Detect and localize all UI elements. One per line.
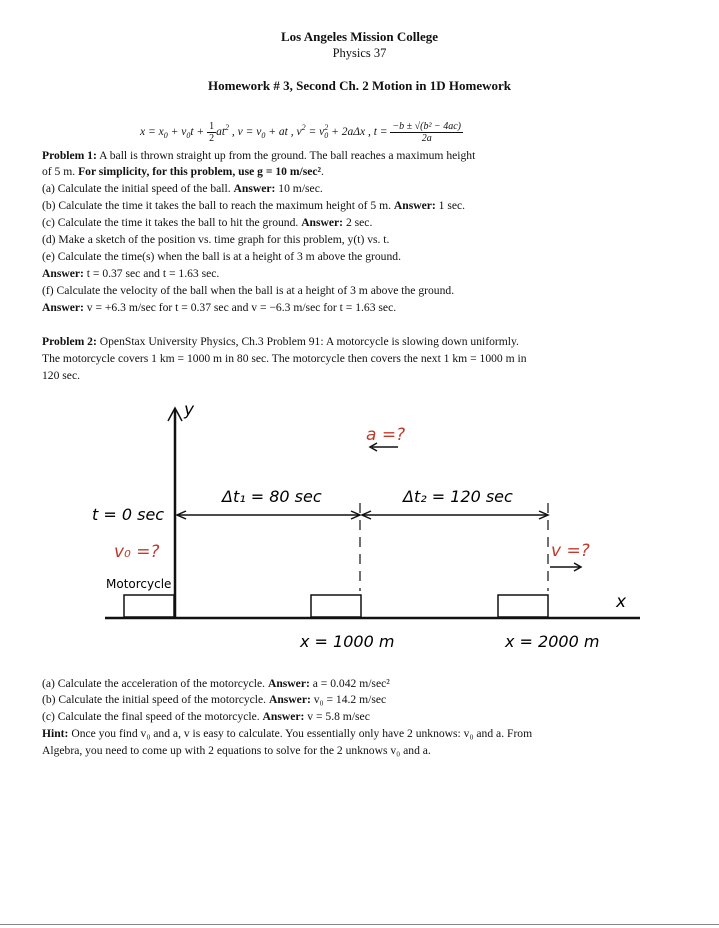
acceleration-label: a =? xyxy=(366,425,406,445)
v-final-label: v =? xyxy=(551,541,590,561)
homework-title: Homework # 3, Second Ch. 2 Motion in 1D Homework xyxy=(208,78,511,93)
problem2-part-a: (a) Calculate the acceleration of the motorcycle. Answer: a = 0.042 m/sec² xyxy=(42,677,390,690)
problem1-part-e-answer: Answer: t = 0.37 sec and t = 1.63 sec. xyxy=(42,267,220,280)
bottom-rule xyxy=(0,924,719,925)
motorcycle-box-start xyxy=(124,595,174,617)
delta-t2-label: Δt₂ = 120 sec xyxy=(403,487,513,506)
t0-label: t = 0 sec xyxy=(92,505,165,524)
problem2-hint-line2: Algebra, you need to come up with 2 equations to solve for the 2 unknows v₀ and a. xyxy=(42,744,431,757)
problem2-part-b: (b) Calculate the initial speed of the motorcycle. Answer: v₀ = 14.2 m/sec xyxy=(42,693,387,706)
problem2-hint: Hint: Once you find v₀ and a, v is easy to calculate. You essentially only have 2 unknows: v₀ and a. From xyxy=(42,727,533,740)
y-axis-label: y xyxy=(184,400,195,420)
x1000-label: x = 1000 m xyxy=(300,632,395,651)
delta-t1-label: Δt₁ = 80 sec xyxy=(222,487,322,506)
motorcycle-box-2000 xyxy=(498,595,548,617)
problem2-intro: Problem 2: OpenStax University Physics, Ch.3 Problem 91: A motorcycle is slowing down uniformly. xyxy=(42,335,519,348)
motorcycle-diagram xyxy=(0,395,719,660)
x-axis-label: x xyxy=(616,592,627,612)
problem2-part-c: (c) Calculate the final speed of the motorcycle. Answer: v = 5.8 m/sec xyxy=(42,710,370,723)
motorcycle-label: Motorcycle xyxy=(106,577,172,591)
problem1-part-b: (b) Calculate the time it takes the ball to reach the maximum height of 5 m. Answer: 1 sec. xyxy=(42,199,466,212)
problem1-part-f: (f) Calculate the velocity of the ball when the ball is at a height of 3 m above the ground. xyxy=(42,284,455,297)
problem2-line3: 120 sec. xyxy=(42,369,80,382)
problem1-part-d: (d) Make a sketch of the position vs. time graph for this problem, y(t) vs. t. xyxy=(42,233,390,246)
v0-label: v₀ =? xyxy=(114,542,160,562)
kinematics-equations: $x = x_0 + v_0t$ + $\frac{1}{2}$ $at^2$ , $v = v_0$ + at , $v^2 = v_0^2 + 2a\Delta x$ , t = $\frac{\text{−b ± √(b² − 4ac)}}{2a}$ xyxy=(140,120,461,144)
problem2-line2: The motorcycle covers 1 km = 1000 m in 80 sec. The motorcycle then covers the next 1 km = 1000 m in xyxy=(42,352,527,365)
motorcycle-box-1000 xyxy=(311,595,361,617)
problem1-part-e: (e) Calculate the time(s) when the ball is at a height of 3 m above the ground. xyxy=(42,250,401,263)
problem1-intro: Problem 1: A ball is thrown straight up from the ground. The ball reaches a maximum height xyxy=(42,149,476,162)
problem1-line2: of 5 m. For simplicity, for this problem, use g = 10 m/sec². xyxy=(42,165,324,178)
x2000-label: x = 2000 m xyxy=(505,632,600,651)
problem1-part-a: (a) Calculate the initial speed of the ball. Answer: 10 m/sec. xyxy=(42,182,323,195)
college-name: Los Angeles Mission College xyxy=(280,29,439,44)
course-name: Physics 37 xyxy=(332,46,387,60)
problem1-part-f-answer: Answer: v = +6.3 m/sec for t = 0.37 sec and v = −6.3 m/sec for t = 1.63 sec. xyxy=(42,301,397,314)
problem1-part-c: (c) Calculate the time it takes the ball to hit the ground. Answer: 2 sec. xyxy=(42,216,373,229)
